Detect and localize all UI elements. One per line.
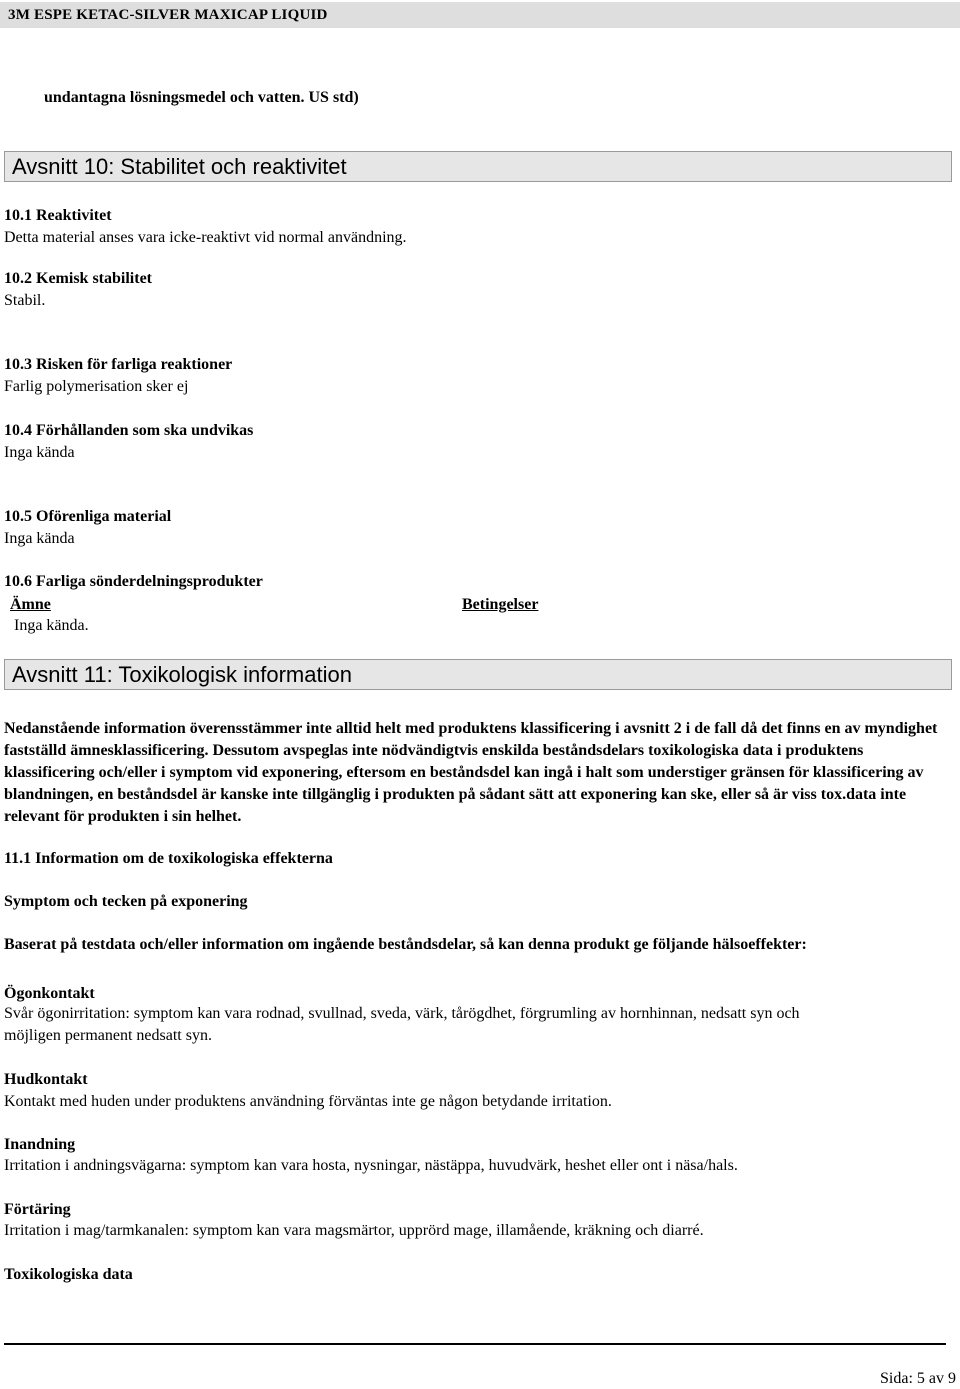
toxicology-intro-paragraph: Nedanstående information överensstämmer inte alltid helt med produktens klassificering i avsnitt 2 i de fall då det finns en av myndighet fastställd ämnesklassificering. Dessutom avspeglas inte nödvändigtvis enskilda beståndsdelars toxikologiska data i produktens klassificering och/eller i symptom vid exponering, eftersom en beståndsdel kan ingå i halt som understiger gränsen för klassificering av blandningen, en beståndsdel är kanske inte tillgänglig i produkten på sådant sätt att exponering kan ske, eller så är viss tox.data inte relevant för produkten i sin helhet. <box>4 720 938 825</box>
section-11-title: Avsnitt 11: Toxikologisk information <box>12 662 352 687</box>
inhalation-text: Irritation i andningsvägarna: symptom kan vara hosta, nysningar, nästäppa, huvudvärk, heshet eller ont i näsa/hals. <box>4 1157 738 1174</box>
eye-contact-text-line-2: möjligen permanent nedsatt syn. <box>4 1027 212 1044</box>
page-number: Sida: 5 av 9 <box>880 1370 956 1387</box>
footer-divider <box>4 1343 946 1345</box>
column-header-conditions: Betingelser <box>462 596 539 613</box>
inhalation-heading: Inandning <box>4 1136 76 1153</box>
document-header-bar <box>0 2 960 28</box>
ingestion-text: Irritation i mag/tarmkanalen: symptom kan vara magsmärtor, upprörd mage, illamående, kräkning och diarré. <box>4 1222 704 1239</box>
skin-contact-text: Kontakt med huden under produktens användning förväntas inte ge någon betydande irritation. <box>4 1093 612 1110</box>
heading-10-5: 10.5 Oförenliga material <box>4 508 172 525</box>
toxicological-data-heading: Toxikologiska data <box>4 1266 133 1283</box>
heading-10-4: 10.4 Förhållanden som ska undvikas <box>4 422 254 439</box>
skin-contact-heading: Hudkontakt <box>4 1071 88 1088</box>
section-10-title: Avsnitt 10: Stabilitet och reaktivitet <box>12 154 347 179</box>
heading-10-2: 10.2 Kemisk stabilitet <box>4 270 152 287</box>
column-header-substance: Ämne <box>10 596 51 613</box>
symptoms-heading: Symptom och tecken på exponering <box>4 893 248 910</box>
eye-contact-heading: Ögonkontakt <box>4 985 95 1002</box>
text-10-2: Stabil. <box>4 292 46 309</box>
decomposition-value: Inga kända. <box>14 617 89 634</box>
heading-10-1: 10.1 Reaktivitet <box>4 207 112 224</box>
heading-11-1: 11.1 Information om de toxikologiska effekterna <box>4 850 333 867</box>
text-10-1: Detta material anses vara icke-reaktivt vid normal användning. <box>4 229 407 246</box>
health-effects-basis: Baserat på testdata och/eller information om ingående beståndsdelar, så kan denna produkt ge följande hälsoeffekter: <box>4 936 807 953</box>
section-11-header <box>4 659 952 690</box>
text-10-4: Inga kända <box>4 444 75 461</box>
carryover-text: undantagna lösningsmedel och vatten. US std) <box>44 89 359 106</box>
eye-contact-text-line-1: Svår ögonirritation: symptom kan vara rodnad, svullnad, sveda, värk, tårögdhet, förgrumling av hornhinnan, nedsatt syn och <box>4 1005 800 1022</box>
product-name: 3M ESPE KETAC-SILVER MAXICAP LIQUID <box>8 7 328 23</box>
section-10-header <box>4 151 952 182</box>
text-10-5: Inga kända <box>4 530 75 547</box>
heading-10-3: 10.3 Risken för farliga reaktioner <box>4 356 233 373</box>
text-10-3: Farlig polymerisation sker ej <box>4 378 189 395</box>
heading-10-6: 10.6 Farliga sönderdelningsprodukter <box>4 573 263 590</box>
ingestion-heading: Förtäring <box>4 1201 71 1218</box>
